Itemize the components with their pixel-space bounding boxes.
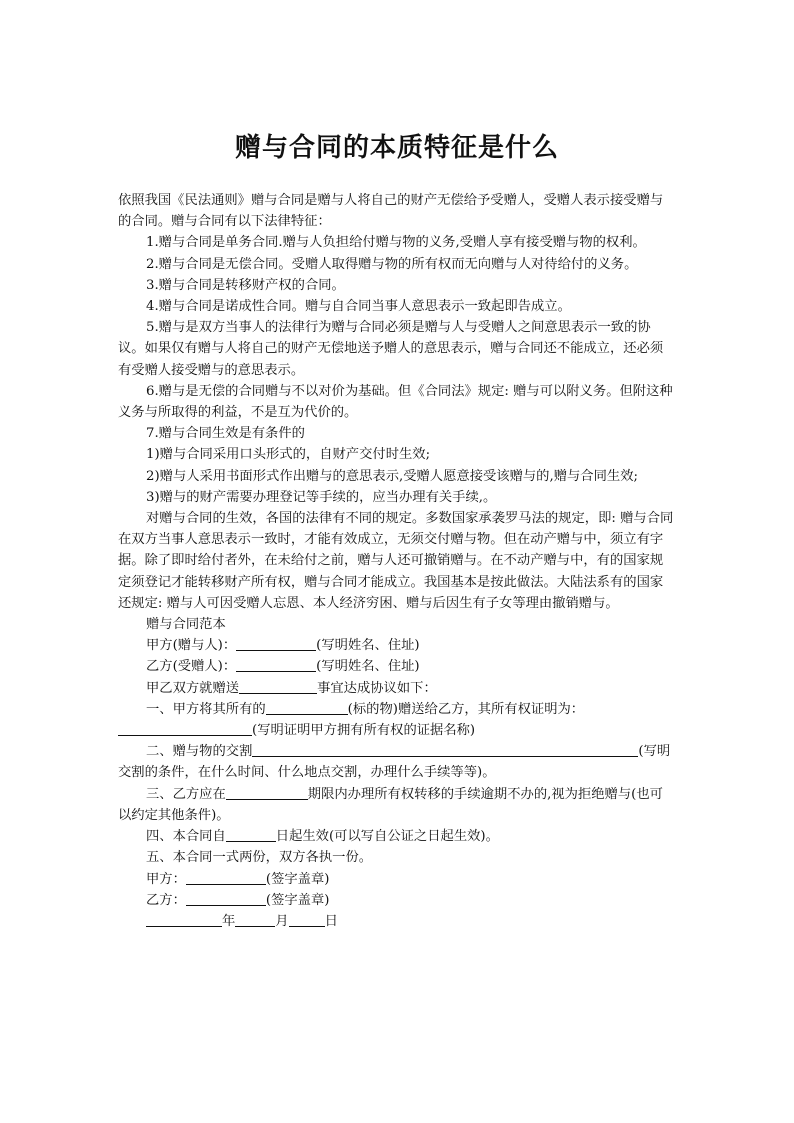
party-a-hint: (写明姓名、住址) — [316, 638, 420, 654]
page-title: 赠与合同的本质特征是什么 — [234, 133, 559, 163]
party-b-hint: (写明姓名、住址) — [316, 659, 420, 675]
party-b-line — [118, 656, 674, 677]
summary-paragraph: 对赠与合同的生效，各国的法律有不同的规定。多数国家承袭罗马法的规定，即: 赠与合同在双方当事人意思表示一致时，才能有效成立，无须交付赠与物。但在动产赠与中，须立有字据。除了即时给付者外，在未给付之前，赠与人还可撤销赠与。在不动产赠与中，有的国家规定须登记才能转移财产所有权，赠与合同才能成立。我国基本是按此做法。大陆法系有的国家还规定: 赠与人可因受赠人忘恩、本人经济穷困、赠与后因生有子女等理由撤销赠与。 — [118, 511, 674, 611]
feature-3: 3.赠与合同是转移财产权的合同。 — [146, 277, 345, 293]
article-2 — [118, 741, 674, 783]
party-a-blank[interactable] — [236, 636, 316, 651]
agreement-line — [118, 678, 674, 699]
condition-1: 1)赠与合同采用口头形式的，自财产交付时生效; — [146, 447, 431, 463]
signature-b-label: 乙方： — [146, 892, 186, 908]
article-2-post: (写明交割的条件，在什么时间、什么地点交割，办理什么手续等等)。 — [118, 744, 671, 781]
party-b-label: 乙方(受赠人)： — [146, 659, 237, 675]
gift-matter-blank[interactable] — [239, 679, 317, 694]
feature-1: 1.赠与合同是单务合同.赠与人负担给付赠与物的义务,受赠人享有接受赠与物的权利。 — [146, 235, 646, 251]
article-3 — [118, 784, 674, 826]
article-3-post: 期限内办理所有权转移的手续逾期不办的,视为拒绝赠与(也可以约定其他条件)。 — [118, 786, 663, 823]
article-1 — [118, 699, 674, 741]
party-a-line — [118, 635, 674, 656]
feature-5: 5.赠与是双方当事人的法律行为赠与合同必须是赠与人与受赠人之间意思表示一致的协议。如果仅有赠与人将自己的财产无偿地送予赠人的意思表示，赠与合同还不能成立，还必须有受赠人接受赠与的意思表示。 — [118, 320, 664, 378]
month-label: 月 — [275, 913, 289, 929]
feature-6: 6.赠与是无偿的合同赠与不以对价为基础。但《合同法》规定: 赠与可以附义务。但附这种义务与所取得的利益，不是互为代价的。 — [118, 383, 673, 421]
date-line — [118, 911, 674, 932]
delivery-blank[interactable] — [252, 742, 638, 757]
year-blank[interactable] — [146, 912, 222, 927]
condition-3: 3)赠与的财产需要办理登记等手续的，应当办理有关手续,。 — [146, 489, 497, 505]
article-1-mid: (标的物)赠送给乙方，其所有权证明为： — [347, 701, 585, 717]
article-4-pre: 四、本合同自 — [146, 829, 226, 845]
template-heading: 赠与合同范本 — [146, 617, 226, 633]
article-4 — [118, 826, 674, 847]
transfer-period-blank[interactable] — [226, 785, 308, 800]
signature-a-blank[interactable] — [186, 870, 266, 885]
month-blank[interactable] — [235, 912, 275, 927]
signature-b-hint: (签字盖章) — [265, 892, 330, 908]
article-1-post: (写明证明甲方拥有所有权的证据名称) — [252, 723, 476, 739]
feature-4: 4.赠与合同是诺成性合同。赠与自合同当事人意思表示一致起即告成立。 — [146, 299, 571, 315]
subject-matter-blank[interactable] — [266, 700, 348, 715]
signature-a-line — [118, 869, 674, 890]
signature-b-line — [118, 890, 674, 911]
article-5: 五、本合同一式两份，双方各执一份。 — [146, 850, 373, 866]
day-label: 日 — [324, 913, 338, 929]
article-4-post: 日起生效(可以写自公证之日起生效)。 — [275, 829, 499, 845]
ownership-proof-blank[interactable] — [118, 721, 252, 736]
article-2-pre: 二、赠与物的交割 — [146, 744, 253, 760]
condition-2: 2)赠与人采用书面形式作出赠与的意思表示,受赠人愿意接受该赠与的,赠与合同生效; — [146, 468, 638, 484]
document-body — [118, 190, 674, 932]
signature-a-label: 甲方： — [146, 871, 186, 887]
intro-paragraph: 依照我国《民法通则》赠与合同是赠与人将自己的财产无偿给予受赠人，受赠人表示接受赠与的合同。赠与合同有以下法律特征： — [118, 193, 664, 230]
day-blank[interactable] — [289, 912, 325, 927]
effective-date-blank[interactable] — [226, 827, 276, 842]
article-3-pre: 三、乙方应在 — [146, 786, 226, 802]
article-1-pre: 一、甲方将其所有的 — [146, 701, 266, 717]
signature-b-blank[interactable] — [186, 891, 266, 906]
agreement-post: 事宜达成协议如下： — [317, 680, 437, 696]
party-a-label: 甲方(赠与人)： — [146, 638, 237, 654]
year-label: 年 — [222, 913, 236, 929]
party-b-blank[interactable] — [236, 657, 316, 672]
signature-a-hint: (签字盖章) — [265, 871, 330, 887]
feature-2: 2.赠与合同是无偿合同。受赠人取得赠与物的所有权而无向赠与人对待给付的义务。 — [146, 256, 638, 272]
feature-7: 7.赠与合同生效是有条件的 — [146, 426, 305, 442]
agreement-pre: 甲乙双方就赠送 — [146, 680, 240, 696]
